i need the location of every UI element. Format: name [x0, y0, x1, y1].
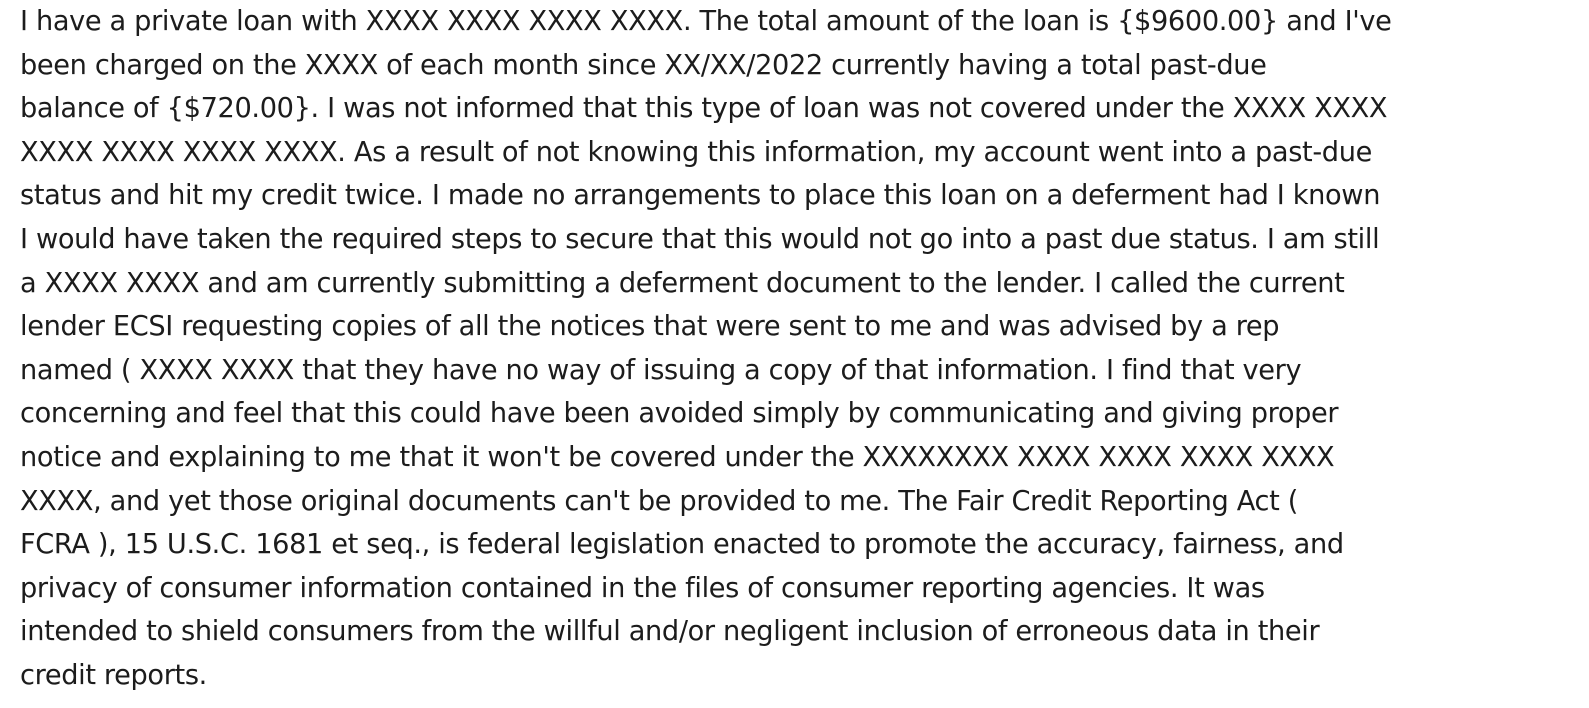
- document-line: XXXX, and yet those original documents can't be provided to me. The Fair Credit Reporting Act (: [20, 485, 1298, 517]
- document-line: FCRA ), 15 U.S.C. 1681 et seq., is federal legislation enacted to promote the accuracy, fairness, and: [20, 529, 1344, 561]
- document-line: a XXXX XXXX and am currently submitting a deferment document to the lender. I called the current: [20, 267, 1345, 299]
- document-line: credit reports.: [20, 659, 207, 691]
- document-line: XXXX XXXX XXXX XXXX. As a result of not knowing this information, my account went into a past-due: [20, 136, 1372, 168]
- document-line: concerning and feel that this could have been avoided simply by communicating and giving proper: [20, 398, 1339, 430]
- document-line: lender ECSI requesting copies of all the notices that were sent to me and was advised by a rep: [20, 311, 1280, 343]
- document-line: notice and explaining to me that it won't be covered under the XXXXXXXX XXXX XXXX XXXX XXXX: [20, 441, 1335, 473]
- document-line: named ( XXXX XXXX that they have no way of issuing a copy of that information. I find that very: [20, 354, 1302, 386]
- document-line: been charged on the XXXX of each month since XX/XX/2022 currently having a total past-due: [20, 49, 1267, 81]
- document-line: I have a private loan with XXXX XXXX XXXX XXXX. The total amount of the loan is {$9600.00} and I've: [20, 6, 1392, 37]
- document-line: intended to shield consumers from the willful and/or negligent inclusion of erroneous data in their: [20, 616, 1320, 648]
- document-line: privacy of consumer information contained in the files of consumer reporting agencies. It was: [20, 572, 1265, 604]
- document-line: I would have taken the required steps to secure that this would not go into a past due status. I am still: [20, 223, 1380, 255]
- document-line: status and hit my credit twice. I made no arrangements to place this loan on a deferment had I known: [20, 180, 1381, 212]
- document-line: balance of {$720.00}. I was not informed that this type of loan was not covered under the XXXX XXXX: [20, 93, 1388, 125]
